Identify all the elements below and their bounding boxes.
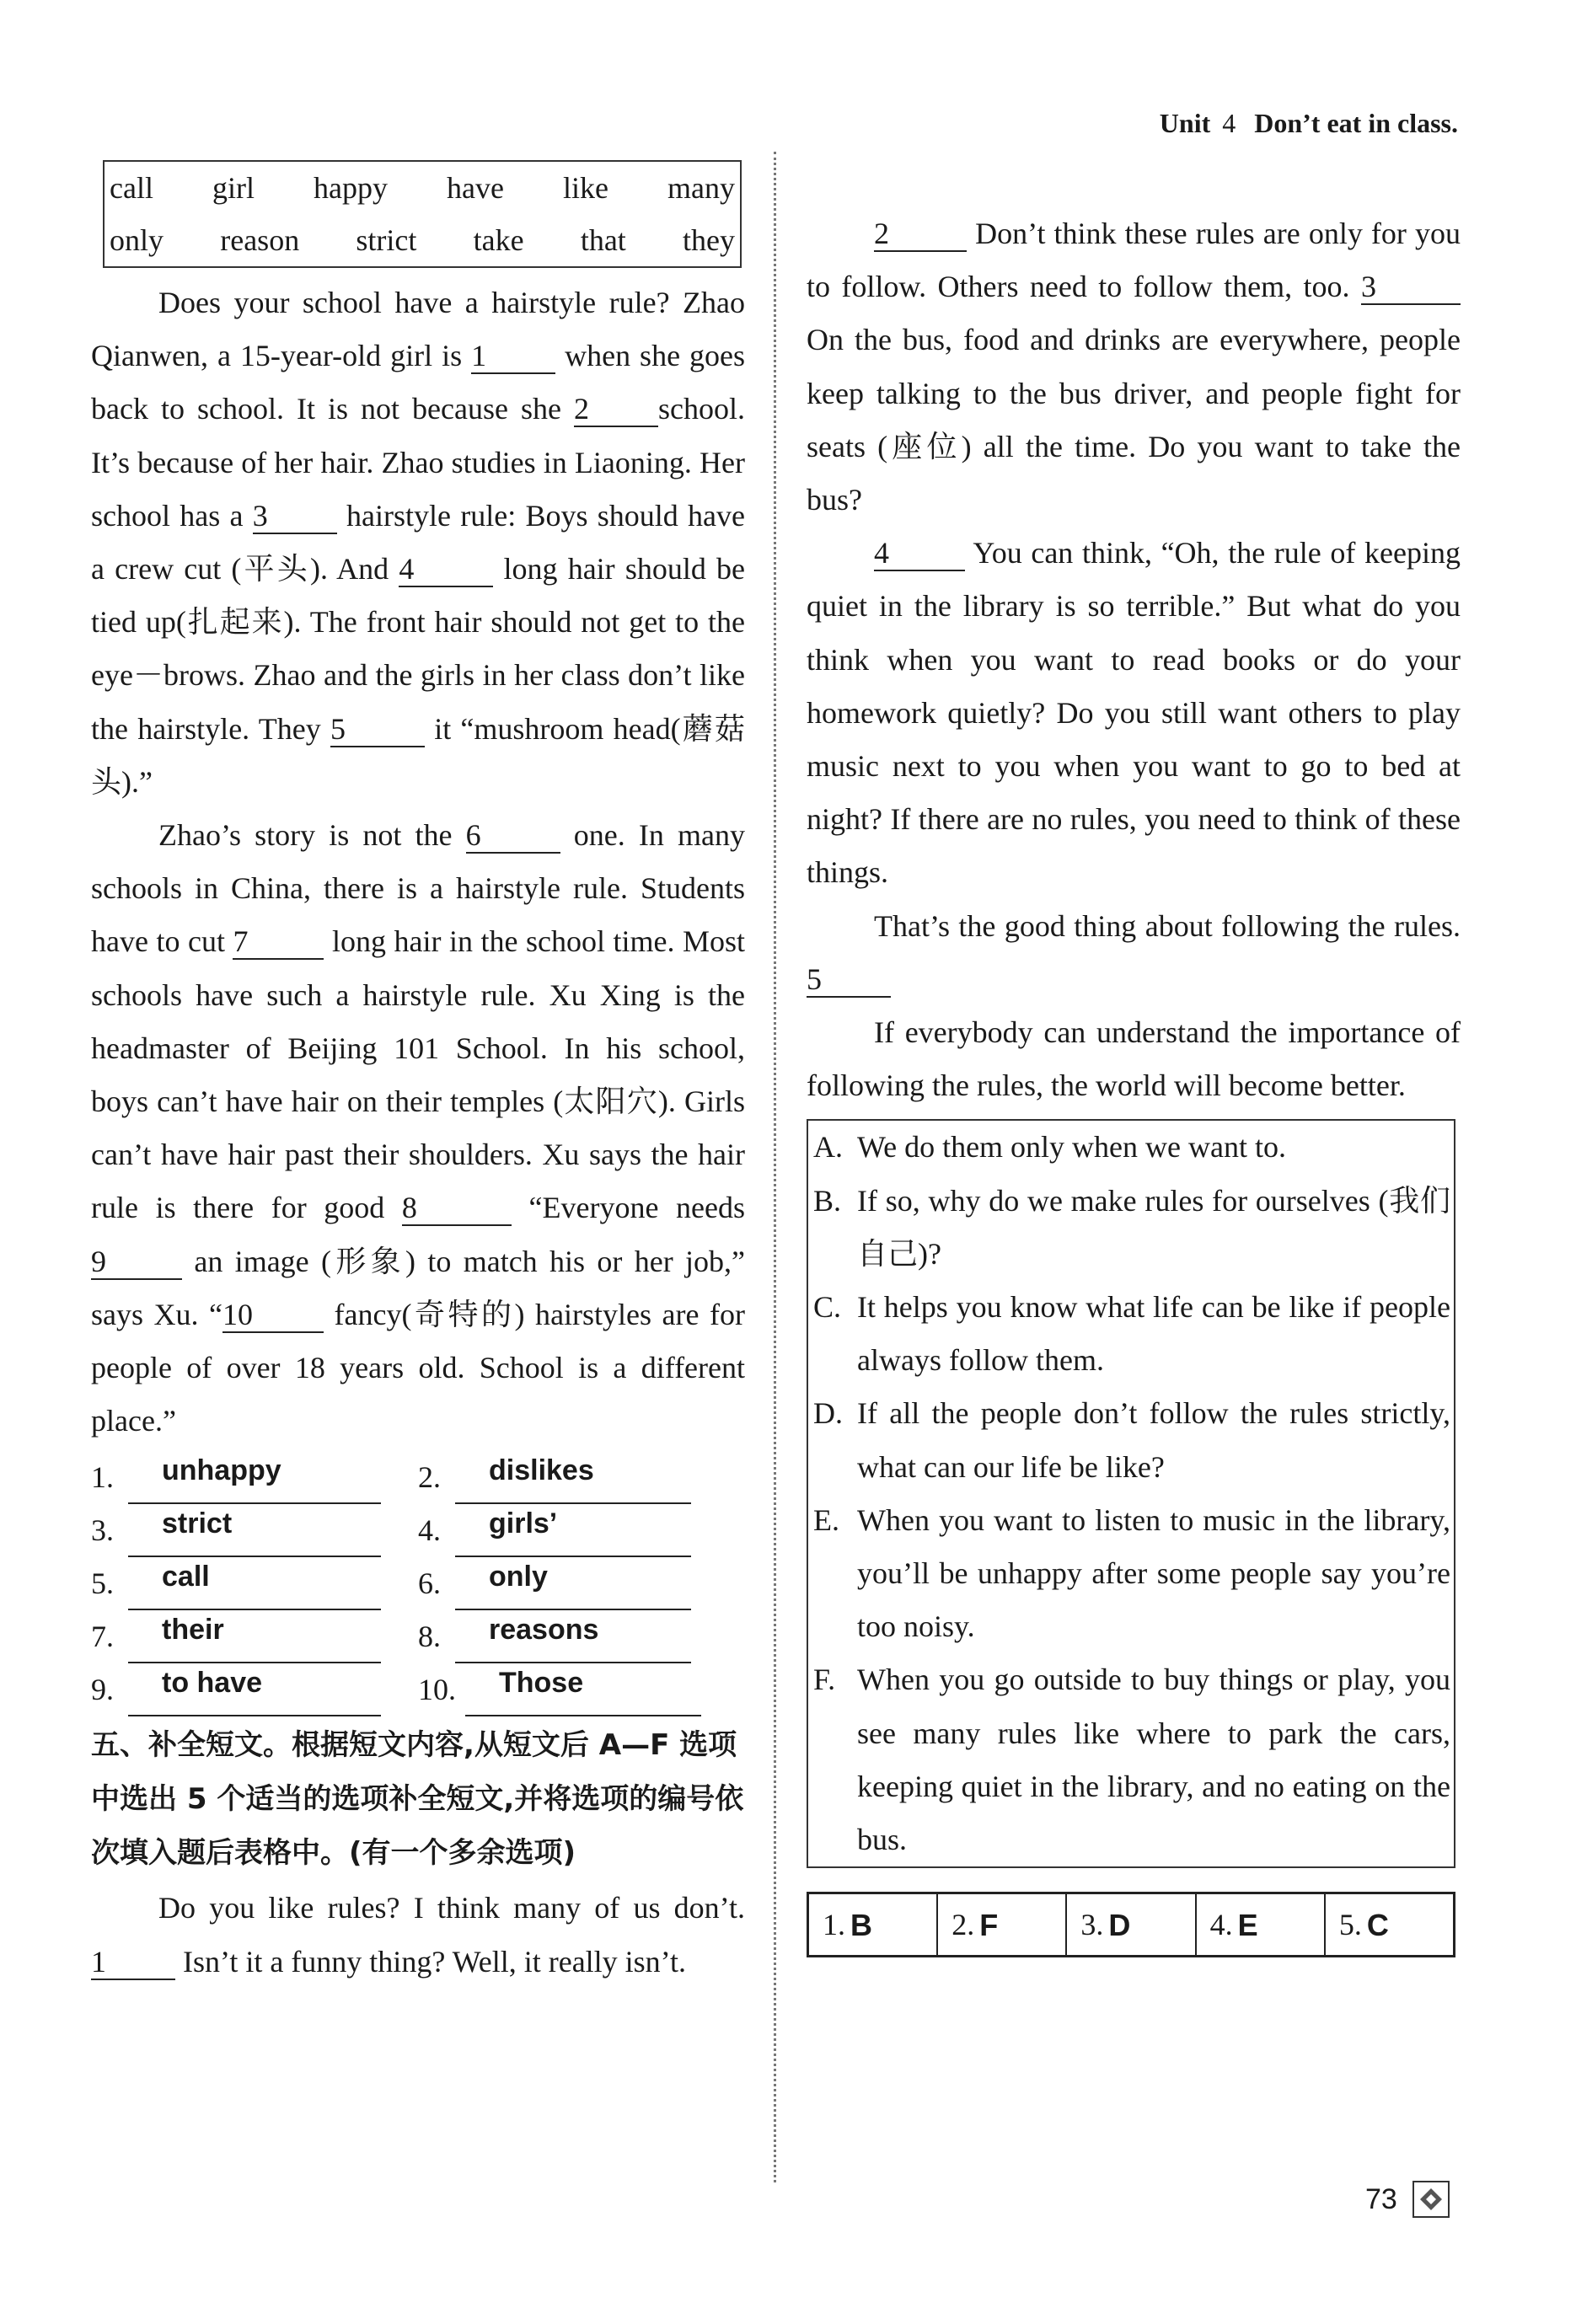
passage-text: when she goes back to school. It is not because she [91,339,746,426]
answer-value: their [128,1610,381,1663]
answer-row [91,1557,745,1610]
answer-value: girls’ [455,1504,691,1557]
answer-table [807,1892,1455,1957]
answer-number: 5. [1338,1907,1362,1941]
word-item: many [667,171,735,205]
answer-table-cell [809,1894,938,1955]
answer-table-cell [1067,1894,1196,1955]
word-item: like [562,171,608,205]
answer-item [91,1663,418,1716]
option-d [813,1387,1450,1493]
passage-text: You can think, “Oh, the rule of keeping quiet in the library is so terrible.” But what do you think when you want to read books or do your homework quietly? Do you still want others to play music next to you when you want to go to bed at night? If there are no rules, you need to think of these things. [807,536,1461,890]
passage-text: long hair in the school time. Most schools have such a hairstyle rule. Xu Xing is the headmaster of Beijing 101 School. In his school, boys can’t have hair on their temples (太阳穴). Girls can’t have hair past their shoulders. Xu says the hair rule is there for good [91,924,746,1225]
unit-number: 4 [1222,108,1236,138]
passage-text: hairstyle rule: Boys should have a crew cut (平头). And [91,498,745,586]
word-item: strict [356,223,417,257]
answer-value: dislikes [455,1451,691,1504]
word-box [103,160,742,268]
page-number: 73 [1365,2182,1397,2215]
diamond-icon [1413,2181,1450,2218]
passage-text: school. It’s because of her hair. Zhao studies in Liaoning. Her school has a [91,392,745,533]
answer-number: 5. [91,1566,114,1601]
passage-text: one. In many schools in China, there is a hairstyle rule. Students have to cut [91,818,746,959]
option-text: When you go outside to buy things or play, you see many rules like where to park the cars, keeping quiet in the library, and no eating on the bus. [857,1663,1450,1857]
option-a [813,1121,1450,1174]
option-b [813,1175,1450,1281]
passage2-paragraph-5: If everybody can understand the importance of following the rules, the world will become better. [807,1015,1461,1103]
answer-list-1 [91,1451,745,1716]
answer-number: 1. [91,1460,114,1495]
option-letter: E. [813,1502,839,1537]
word-item: that [580,223,626,257]
option-letter: A. [813,1130,843,1165]
passage-text: That’s the good thing about following the rules. [874,908,1461,943]
answer-item [418,1610,745,1663]
option-letter: D. [813,1396,843,1431]
answer-number: 10. [418,1673,456,1707]
option-letter: F. [813,1663,836,1697]
answer-table-cell [1197,1894,1326,1955]
section-5-instruction: 五、补全短文。根据短文内容,从短文后 A—F 选项中选出 5 个适当的选项补全短文,并将选项的编号依次填入题后表格中。(有一个多余选项) [91,1728,744,1871]
passage-text: fancy(奇特的) hairstyles are for people of over 18 years old. School is a different place.” [91,1297,745,1438]
passage-text: Isn’t it a funny thing? Well, it really isn’t. [183,1944,687,1979]
passage-text: it “mushroom head(蘑菇头).” [91,711,746,799]
passage-text: Zhao’s story is not the [158,818,453,853]
passage-text: “Everyone needs [528,1191,746,1225]
blank-9: 9 [91,1245,182,1280]
blank-s5-4: 4 [874,536,965,571]
answer-value: B [850,1907,872,1942]
blank-2: 2 [574,392,658,427]
blank-5: 5 [330,712,425,747]
answer-value: reasons [455,1610,691,1663]
answer-number: 2. [951,1907,975,1941]
passage2-paragraph-4 [807,900,1461,1006]
page-footer [1365,2181,1450,2218]
answer-number: 7. [91,1620,114,1654]
word-item: only [110,223,164,257]
blank-10: 10 [222,1298,324,1333]
answer-number: 4. [418,1513,441,1548]
answer-number: 9. [91,1673,114,1707]
passage-text: Does your school have a hairstyle rule? Zhao Qianwen, a 15-year-old girl is [91,286,745,373]
answer-value: F [979,1907,999,1942]
option-f [813,1653,1450,1866]
blank-s5-5: 5 [807,962,891,998]
passage-text: Do you like rules? I think many of us don’t. [158,1891,745,1925]
answer-number: 8. [418,1620,441,1654]
option-c [813,1281,1450,1387]
answer-number: 6. [418,1566,441,1601]
answer-item [418,1663,745,1716]
blank-3: 3 [253,499,337,534]
answer-row [91,1663,745,1716]
word-box-row-2 [110,214,735,266]
option-letter: C. [813,1290,842,1325]
blank-s5-2: 2 [874,217,967,252]
passage-text: an image (形象) to match his or her job,” says Xu. “ [91,1244,746,1331]
passage2-paragraph-3 [807,527,1461,899]
answer-item [418,1451,745,1504]
option-text: If so, why do we make rules for ourselves (我们自己)? [857,1183,1450,1271]
passage-text: Don’t think these rules are only for you to follow. Others need to follow them, too. [807,217,1461,304]
option-letter: B. [813,1183,842,1218]
passage-text: On the bus, food and drinks are everywhere, people keep talking to the bus driver, and people fight for seats (座位) all the time. Do you want to take the bus? [807,323,1461,517]
options-box [807,1119,1455,1868]
answer-item [91,1557,418,1610]
answer-number: 3. [1080,1907,1104,1941]
option-e [813,1494,1450,1654]
unit-label: Unit [1159,108,1211,138]
blank-6: 6 [466,818,560,854]
passage1-paragraph-1 [91,276,745,809]
left-column [91,160,745,1989]
answer-number: 3. [91,1513,114,1548]
word-item: reason [220,223,300,257]
column-divider [774,152,776,2182]
answer-item [91,1504,418,1557]
answer-number: 4. [1209,1907,1233,1941]
word-item: have [447,171,504,205]
blank-s5-3: 3 [1361,270,1461,305]
word-item: they [683,223,735,257]
answer-value: Those [465,1663,701,1716]
answer-number: 1. [823,1907,845,1941]
answer-value: C [1366,1907,1389,1942]
answer-item [91,1610,418,1663]
blank-8: 8 [402,1191,512,1226]
answer-row [91,1610,745,1663]
blank-7: 7 [233,924,324,960]
answer-value: only [455,1557,691,1610]
answer-table-cell [938,1894,1067,1955]
answer-table-cell [1326,1894,1453,1955]
answer-value: strict [128,1504,381,1557]
answer-value: E [1237,1907,1258,1942]
word-item: take [473,223,524,257]
answer-row [91,1504,745,1557]
answer-value: unhappy [128,1451,381,1504]
blank-4: 4 [399,552,493,587]
blank-1: 1 [471,339,555,374]
right-column [807,154,1461,1957]
passage2-paragraph-1 [91,1882,745,1988]
page-header [1160,108,1458,139]
answer-item [91,1451,418,1504]
answer-value: to have [128,1663,381,1716]
word-item: girl [212,171,255,205]
word-box-row-1 [110,162,735,214]
answer-number: 2. [418,1460,441,1495]
passage1-paragraph-2 [91,809,745,1448]
passage-text: long hair should be tied up(扎起来). The front hair should not get to the eye－brows. Zhao and the girls in her class don’t like the hairstyle. They [91,552,746,746]
answer-item [418,1557,745,1610]
answer-row [91,1451,745,1504]
answer-item [418,1504,745,1557]
blank-s5-1: 1 [91,1945,175,1980]
option-text: It helps you know what life can be like if people always follow them. [857,1290,1450,1378]
unit-title: Don’t eat in class. [1254,108,1458,138]
word-item: happy [314,171,388,205]
word-item: call [110,171,153,205]
option-text: If all the people don’t follow the rules strictly, what can our life be like? [857,1396,1450,1484]
passage2-paragraph-2 [807,207,1461,527]
answer-value: D [1108,1907,1131,1942]
option-text: We do them only when we want to. [857,1130,1286,1165]
option-text: When you want to listen to music in the library, you’ll be unhappy after some people say you’re too noisy. [857,1502,1450,1644]
answer-value: call [128,1557,381,1610]
